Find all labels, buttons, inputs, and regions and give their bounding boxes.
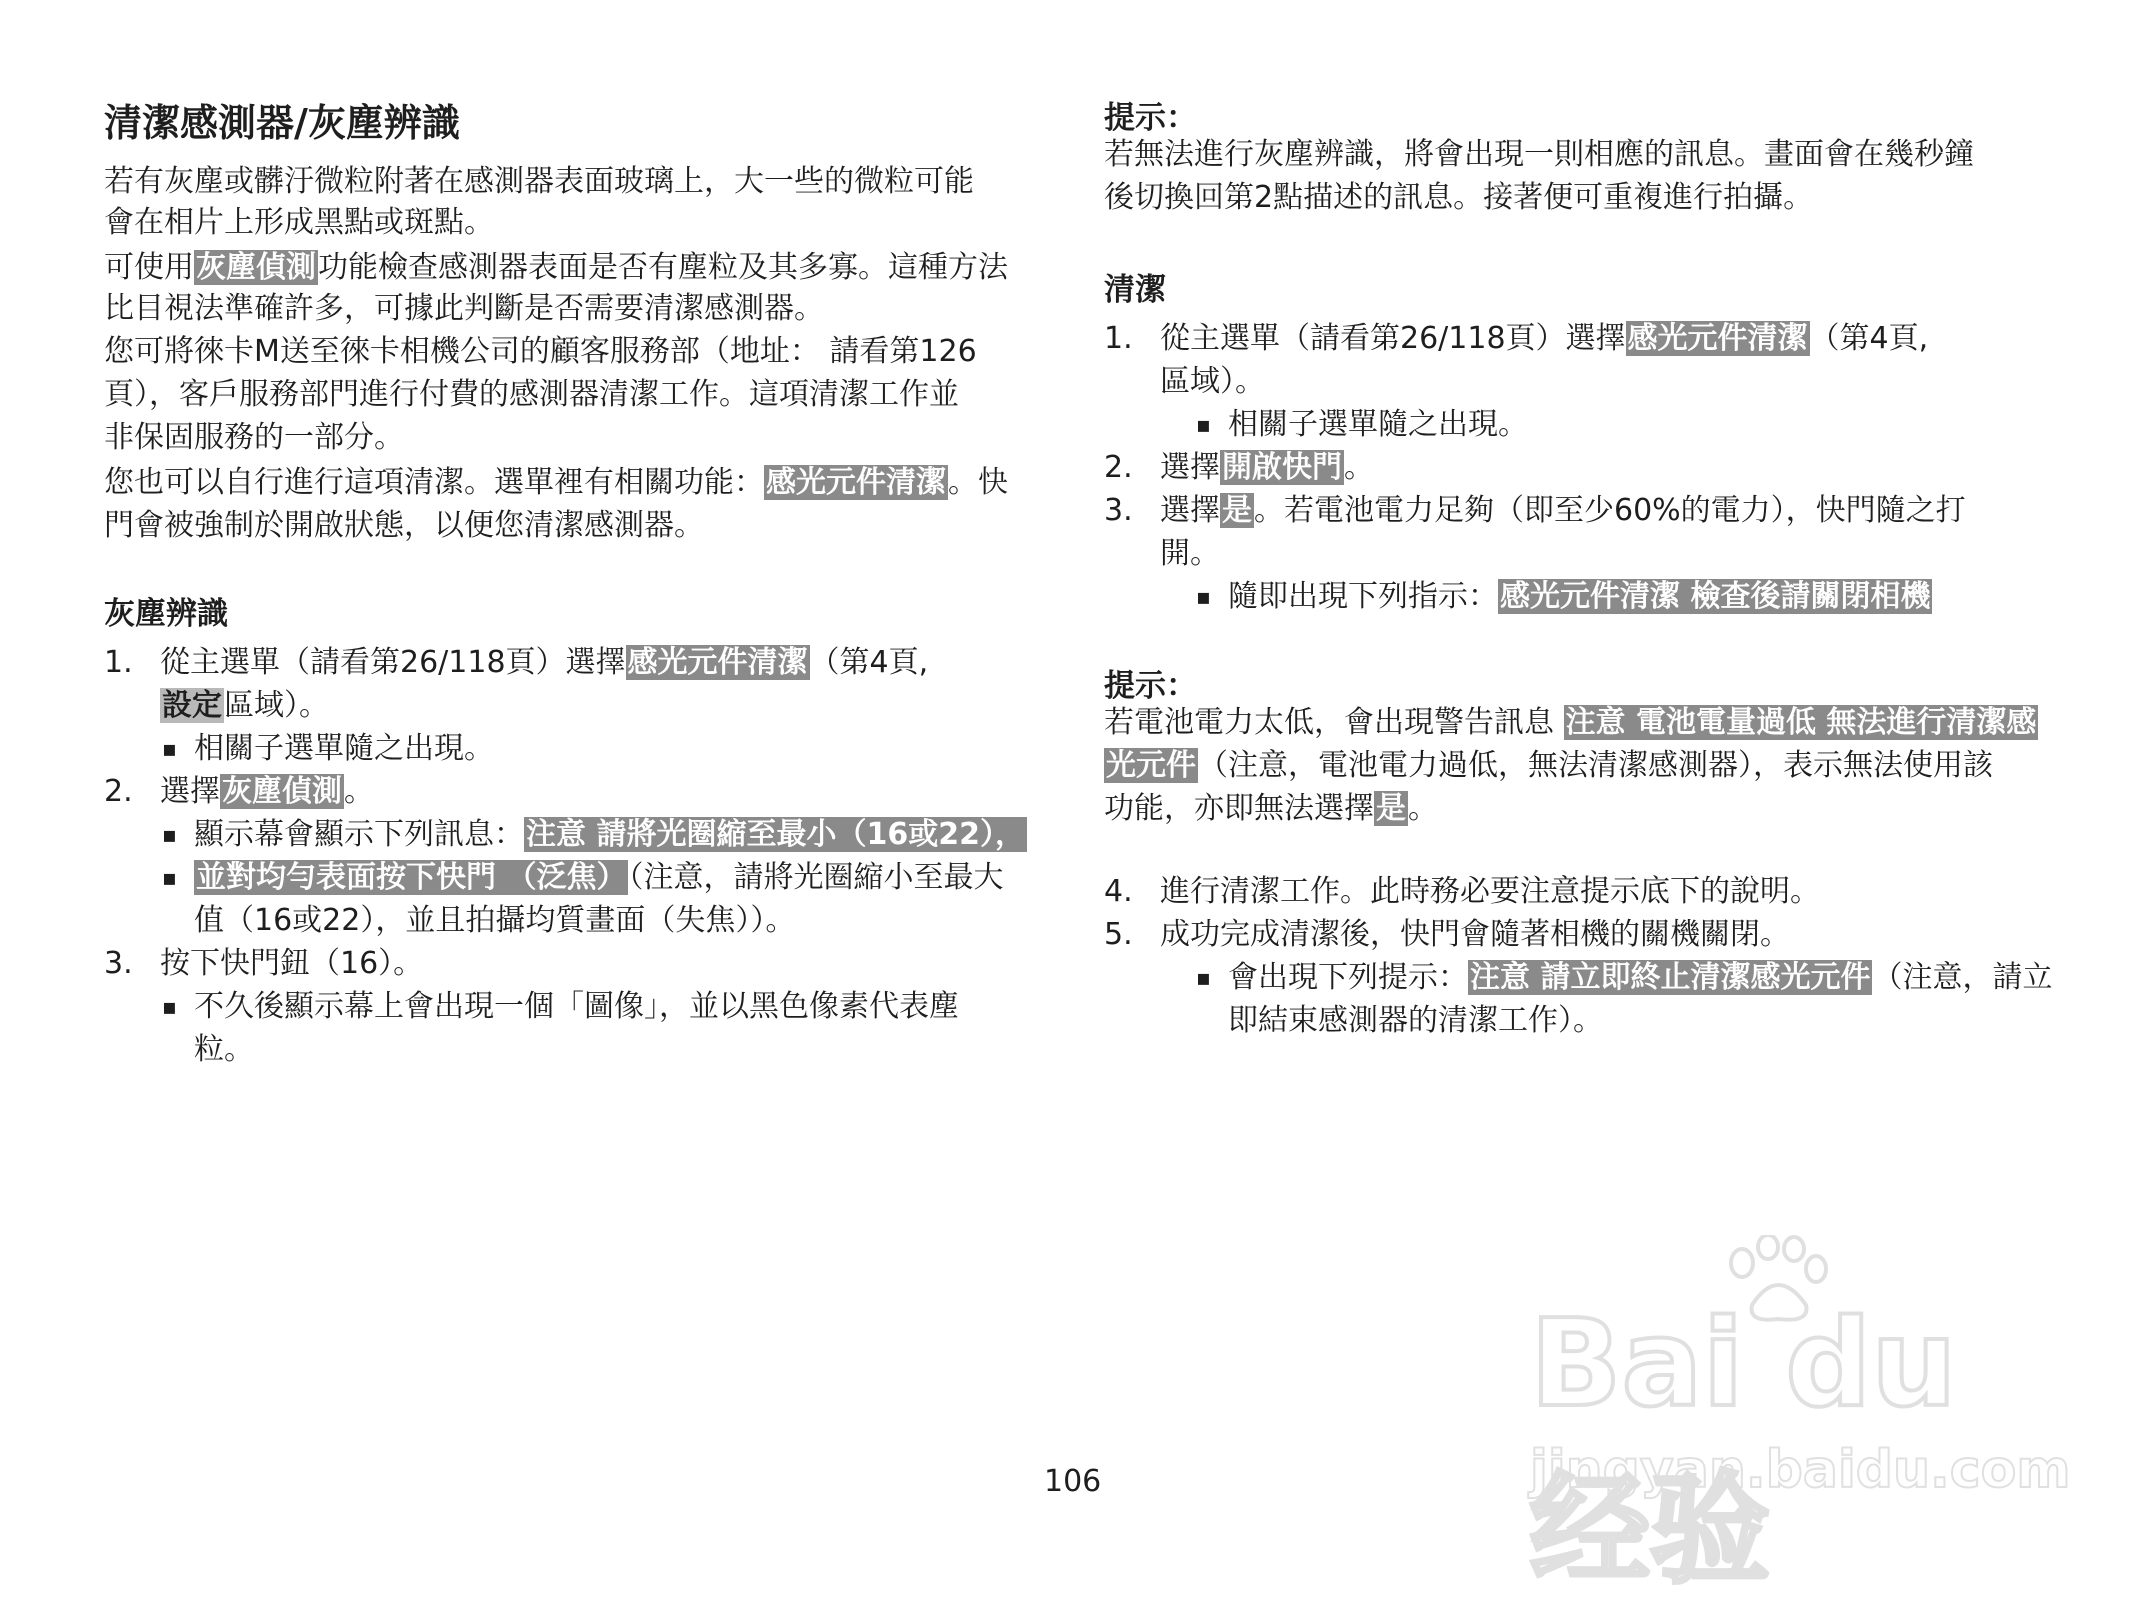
clean-step-3-line-2: 開。 [1160, 536, 1220, 571]
step-number: 4. [1104, 874, 1133, 909]
step-text: 。若電池電力足夠（即至少60%的電力），快門隨之打 [1254, 493, 1966, 528]
tip-2-line-2 [1104, 744, 1993, 788]
tip-1-line-2: 後切換回第2點描述的訊息。接著便可重複進行拍攝。 [1104, 180, 1814, 215]
step-1-line-1 [160, 641, 928, 685]
intro-text: 您也可以自行進行這項清潔。選單裡有相關功能： [104, 465, 764, 500]
step-3-bullet-1: 不久後顯示幕上會出現一個「圖像」，並以黑色像素代表塵 [194, 989, 959, 1024]
page-title: 清潔感測器/灰塵辨識 [104, 101, 460, 145]
step-text: 。 [344, 774, 374, 809]
page-number: 106 [1044, 1464, 1102, 1499]
step-number: 1. [104, 645, 133, 680]
step-text: 區域）。 [224, 688, 329, 723]
menu-term-open-shutter: 開啟快門 [1222, 450, 1342, 485]
watermark-url: jingyan.baidu.com [1530, 1440, 2071, 1500]
menu-term-yes: 是 [1222, 493, 1252, 528]
step-text: （第4頁, [1809, 321, 1929, 356]
screen-message: 感光元件清潔 檢查後請關閉相機 [1500, 579, 1931, 614]
step-text: 從主選單（請看第26/118頁）選擇 [160, 645, 626, 680]
menu-term-sensor-cleaning: 感光元件清潔 [766, 465, 946, 500]
intro-line-2: 會在相片上形成黑點或斑點。 [104, 205, 494, 240]
tip-2-line-3 [1104, 787, 1438, 831]
screen-message: 注意 電池電量過低 無法進行清潔感 [1565, 705, 2037, 740]
intro-line-1: 若有灰塵或髒汙微粒附著在感測器表面玻璃上，大一些的微粒可能 [104, 164, 974, 199]
step-number: 2. [104, 774, 133, 809]
step-text: 顯示幕會顯示下列訊息： [194, 817, 524, 852]
clean-step-3-line-1 [1160, 489, 1966, 533]
tip-heading: 提示： [1104, 668, 1197, 704]
bullet-icon: ▪ [1196, 966, 1211, 991]
menu-term-yes: 是 [1376, 791, 1406, 826]
step-number: 3. [1104, 493, 1133, 528]
bullet-icon: ▪ [162, 995, 177, 1020]
clean-step-3-bullet [1228, 575, 1932, 619]
intro-line-5: 您可將徠卡M送至徠卡相機公司的顧客服務部（地址： 請看第126 [104, 334, 977, 369]
menu-term-sensor-cleaning: 感光元件清潔 [1627, 321, 1808, 356]
step-text: 會出現下列提示： [1228, 960, 1468, 995]
step-number: 3. [104, 946, 133, 981]
step-2-bullet-1 [194, 813, 1027, 857]
step-number: 5. [1104, 917, 1133, 952]
clean-step-5-bullet [1228, 956, 2052, 1000]
tip-2-line-1 [1104, 701, 2038, 745]
clean-step-2 [1160, 446, 1374, 490]
step-1-line-2 [160, 684, 329, 728]
clean-step-1-line-1 [1160, 317, 1928, 361]
tip-text: 功能，亦即無法選擇 [1104, 791, 1374, 826]
screen-message: 並對均勻表面按下快門 （泛焦） [196, 860, 627, 895]
intro-text: 可使用 [104, 250, 194, 285]
bullet-icon: ▪ [162, 866, 177, 891]
step-text: 選擇 [1160, 450, 1220, 485]
step-text: 從主選單（請看第26/118頁）選擇 [1160, 321, 1626, 356]
clean-step-5: 成功完成清潔後，快門會隨著相機的關機關閉。 [1160, 917, 1790, 952]
step-text: 選擇 [1160, 493, 1220, 528]
bullet-icon: ▪ [162, 737, 177, 762]
intro-line-3 [104, 246, 1008, 290]
tip-text: （注意，電池電力過低，無法清潔感測器），表示無法使用該 [1198, 748, 1993, 783]
step-2-bullet-2-cont: 值（16或22），並且拍攝均質畫面（失焦））。 [194, 903, 796, 938]
menu-term-dust-detection: 灰塵偵測 [222, 774, 342, 809]
screen-message: 光元件 [1106, 748, 1196, 783]
bullet-icon: ▪ [162, 823, 177, 848]
screen-message: 注意 請立即終止清潔感光元件 [1470, 960, 1871, 995]
cleaning-heading: 清潔 [1104, 272, 1166, 308]
intro-text: 功能檢查感測器表面是否有塵粒及其多寡。這種方法 [318, 250, 1008, 285]
menu-term-dust-detection: 灰塵偵測 [196, 250, 316, 285]
clean-step-5-bullet-cont: 即結束感測器的清潔工作）。 [1228, 1003, 1603, 1038]
step-text: （注意，請立 [1872, 960, 2053, 995]
clean-step-1-bullet: 相關子選單隨之出現。 [1228, 407, 1528, 442]
bullet-icon: ▪ [1196, 585, 1211, 610]
step-text: 。 [1344, 450, 1374, 485]
step-3-bullet-1-cont: 粒。 [194, 1032, 254, 1067]
clean-step-1-line-2: 區域）。 [1160, 364, 1265, 399]
intro-text: 。快 [948, 465, 1008, 500]
intro-line-6: 頁），客戶服務部門進行付費的感測器清潔工作。這項清潔工作並 [104, 377, 959, 412]
step-1-bullet: 相關子選單隨之出現。 [194, 731, 494, 766]
tip-text: 若電池電力太低，會出現警告訊息 [1104, 705, 1554, 740]
intro-line-7: 非保固服務的一部分。 [104, 420, 404, 455]
step-2-line-1 [160, 770, 374, 814]
intro-line-9: 門會被強制於開啟狀態，以便您清潔感測器。 [104, 508, 704, 543]
bullet-icon: ▪ [1196, 413, 1211, 438]
tip-heading: 提示： [1104, 100, 1197, 136]
intro-line-8 [104, 461, 1008, 505]
step-number: 2. [1104, 450, 1133, 485]
step-3-line-1: 按下快門鈕（16）。 [160, 946, 424, 981]
menu-term-sensor-cleaning: 感光元件清潔 [627, 645, 808, 680]
watermark-logo: Bai du 经验 [1530, 1295, 1957, 1600]
step-text: （第4頁, [809, 645, 929, 680]
menu-term-settings: 設定 [162, 688, 222, 723]
step-text: 隨即出現下列指示： [1228, 579, 1498, 614]
intro-line-4: 比目視法準確許多，可據此判斷是否需要清潔感測器。 [104, 291, 824, 326]
dust-detection-heading: 灰塵辨識 [104, 596, 228, 632]
screen-message: 注意 請將光圈縮至最小（16或22）， [526, 817, 1025, 852]
tip-text: 。 [1408, 791, 1438, 826]
step-number: 1. [1104, 321, 1133, 356]
clean-step-4: 進行清潔工作。此時務必要注意提示底下的說明。 [1160, 874, 1820, 909]
step-2-bullet-2 [194, 856, 1003, 900]
baidu-watermark [1530, 1235, 2071, 1600]
tip-1-line-1: 若無法進行灰塵辨識，將會出現一則相應的訊息。畫面會在幾秒鐘 [1104, 137, 1974, 172]
step-text: 選擇 [160, 774, 220, 809]
step-text: （注意，請將光圈縮小至最大 [628, 860, 1004, 895]
